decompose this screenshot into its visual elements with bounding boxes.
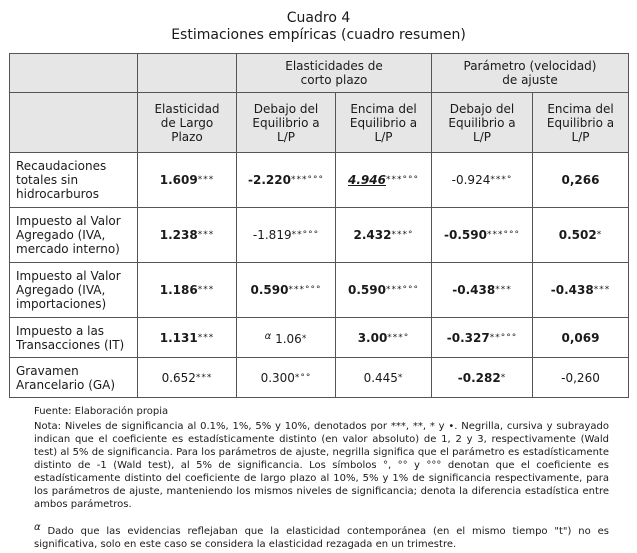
table-row: [10, 208, 629, 263]
table-subtitle: Estimaciones empíricas (cuadro resumen): [171, 27, 466, 43]
table-row: [10, 263, 629, 318]
header-long-run: Elasticidad de Largo Plazo: [138, 93, 237, 153]
header-blank: [10, 54, 138, 93]
coef-cell: 0.502*: [533, 208, 629, 263]
table-row: [10, 153, 629, 208]
alpha-marker: α: [264, 330, 272, 342]
coef-cell: 1.609***: [138, 153, 237, 208]
coef-cell: -1.819**°°°: [237, 208, 336, 263]
coef-cell: -2.220***°°°: [237, 153, 336, 208]
alpha-footnote: α Dado que las evidencias reflejaban que la elasticidad contemporánea (en el mismo tiempo "t") no es significativa, solo en este caso se considera la elasticidad rezagada en un trimestre.: [34, 522, 609, 550]
coef-cell: 1.238***: [138, 208, 237, 263]
coef-cell: 0.652***: [138, 358, 237, 398]
table-title: Cuadro 4: [286, 10, 351, 26]
coef-cell: 0,069: [533, 318, 629, 358]
coef-cell: 0.300*°°: [237, 358, 336, 398]
coef-cell: 0.590***°°°: [237, 263, 336, 318]
coef-cell: -0,260: [533, 358, 629, 398]
coef-cell: -0.590***°°°: [432, 208, 533, 263]
coef-cell: $^\alpha$ 1.06*: [237, 318, 336, 358]
coef-cell: -0.282*: [432, 358, 533, 398]
header-short-run-group: Elasticidades de corto plazo: [237, 54, 432, 93]
coef-cell: 1.186***: [138, 263, 237, 318]
header-short-above: Encima del Equilibrio a L/P: [336, 93, 432, 153]
header-short-below: Debajo del Equilibrio a L/P: [237, 93, 336, 153]
coef-cell: 1.131***: [138, 318, 237, 358]
row-label: Impuesto al Valor Agregado (IVA, importaciones): [10, 263, 138, 318]
coef-cell: 3.00***°: [336, 318, 432, 358]
coef-cell: -0.327**°°°: [432, 318, 533, 358]
row-label: Impuesto a las Transacciones (IT): [10, 318, 138, 358]
table-row: [10, 318, 629, 358]
coef-cell: 0.590***°°°: [336, 263, 432, 318]
coef-cell: -0.438***: [533, 263, 629, 318]
header-adj-below: Debajo del Equilibrio a L/P: [432, 93, 533, 153]
alpha-marker: α: [34, 522, 41, 533]
row-label: Gravamen Arancelario (GA): [10, 358, 138, 398]
summary-table: [9, 53, 629, 398]
coef-cell: -0.924***°: [432, 153, 533, 208]
header-blank: [10, 93, 138, 153]
header-adj-above: Encima del Equilibrio a L/P: [533, 93, 629, 153]
row-label: Impuesto al Valor Agregado (IVA, mercado interno): [10, 208, 138, 263]
source-note: Fuente: Elaboración propia: [34, 406, 169, 417]
row-label: Recaudaciones totales sin hidrocarburos: [10, 153, 138, 208]
coef-cell: 2.432***°: [336, 208, 432, 263]
significance-note: Nota: Niveles de significancia al 0.1%, 1%, 5% y 10%, denotados por ***, **, * y •. Negrilla, cursiva y subrayado indican que el coeficiente es estadísticamente distinto (en valor absoluto) de 1, 2 y 3, respectivamente (Wald test) al 5% de significancia. Para los parámetros de ajuste, negrilla significa que el parámetro es estadísticamente distinto de -1 (Wald test), al 5% de significancia. Los símbolos °, °° y °°° denotan que el coeficiente es estadísticamente distinto del coeficiente de largo plazo al 10%, 5% y 1% de significancia respectivamente, para los parámetros de ajuste, manteniendo los mismos niveles de significancia; denota la diferencia estadística entre ambos parámetros.: [34, 421, 609, 510]
coef-cell: 0,266: [533, 153, 629, 208]
coef-cell: 4.946***°°°: [336, 153, 432, 208]
header-blank: [138, 54, 237, 93]
table-row: [10, 358, 629, 398]
coef-cell: -0.438***: [432, 263, 533, 318]
coef-cell: 0.445*: [336, 358, 432, 398]
header-adjustment-group: Parámetro (velocidad) de ajuste: [432, 54, 629, 93]
